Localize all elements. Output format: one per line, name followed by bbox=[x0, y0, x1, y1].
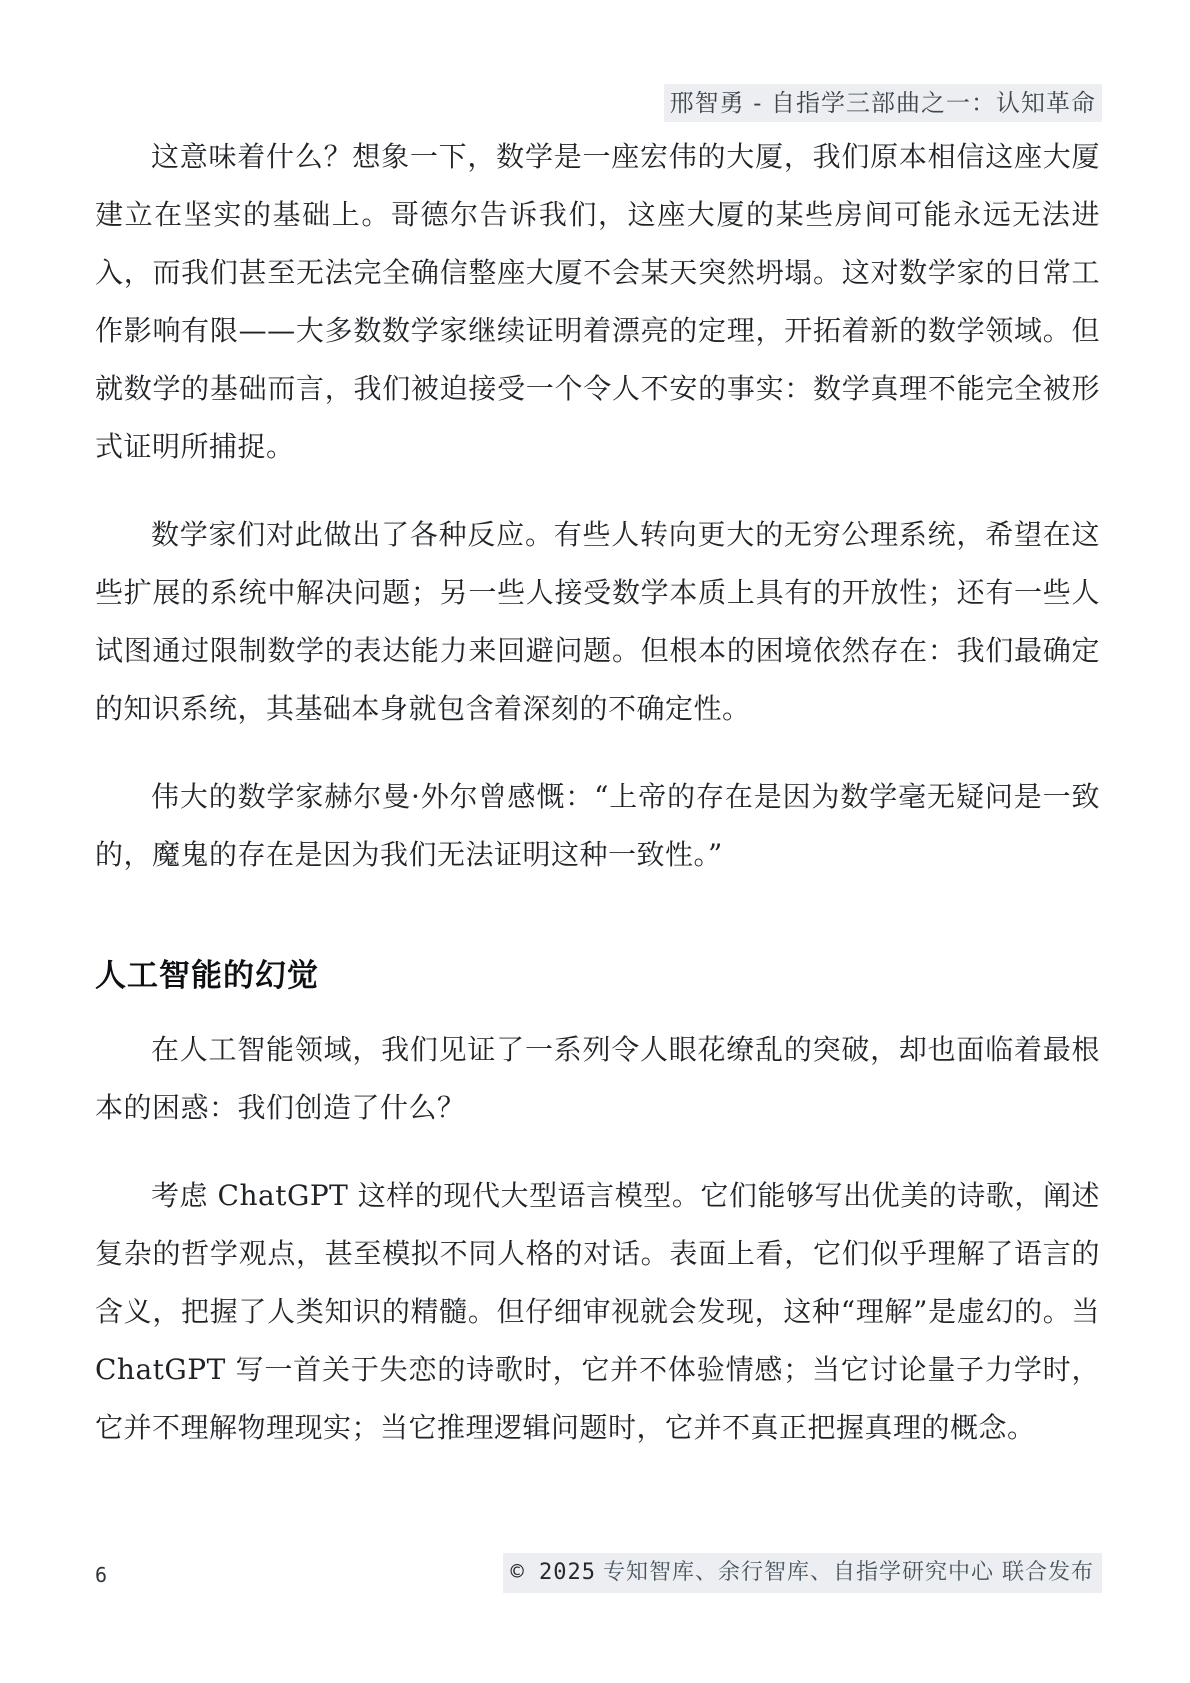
page-header bbox=[95, 84, 1102, 122]
page-footer bbox=[95, 1553, 1102, 1593]
page-number: 6 bbox=[95, 1563, 108, 1587]
header-title: 邢智勇 - 自指学三部曲之一：认知革命 bbox=[664, 84, 1102, 122]
copyright-year: © 2025 bbox=[510, 1560, 596, 1585]
copyright-spacer bbox=[596, 1560, 603, 1585]
content-area bbox=[95, 128, 1100, 1487]
paragraph-godel-implications: 这意味着什么？想象一下，数学是一座宏伟的大厦，我们原本相信这座大厦建立在坚实的基础上。哥德尔告诉我们，这座大厦的某些房间可能永远无法进入，而我们甚至无法完全确信整座大厦不会某天突然坍塌。这对数学家的日常工作影响有限——大多数数学家继续证明着漂亮的定理，开拓着新的数学领域。但就数学的基础而言，我们被迫接受一个令人不安的事实：数学真理不能完全被形式证明所捕捉。 bbox=[95, 140, 1100, 463]
paragraph-weyl-quote: 伟大的数学家赫尔曼·外尔曾感慨：“上帝的存在是因为数学毫无疑问是一致的，魔鬼的存在是因为我们无法证明这种一致性。” bbox=[95, 780, 1100, 871]
copyright-badge bbox=[503, 1553, 1102, 1593]
copyright-organizations: 专知智库、余行智库、自指学研究中心 联合发布 bbox=[603, 1560, 1094, 1585]
paragraph-chatgpt-understanding: 考虑 ChatGPT 这样的现代大型语言模型。它们能够写出优美的诗歌，阐述复杂的哲学观点，甚至模拟不同人格的对话。表面上看，它们似乎理解了语言的含义，把握了人类知识的精髓。但仔细审视就会发现，这种“理解”是虚幻的。当 ChatGPT 写一首关于失恋的诗歌时，它并不体验情感；当它讨论量子力学时，它并不理解物理现实；当它推理逻辑问题时，它并不真正把握真理的概念。 bbox=[95, 1179, 1100, 1444]
paragraph-mathematicians-reactions: 数学家们对此做出了各种反应。有些人转向更大的无穷公理系统，希望在这些扩展的系统中解决问题；另一些人接受数学本质上具有的开放性；还有一些人试图通过限制数学的表达能力来回避问题。但根本的困境依然存在：我们最确定的知识系统，其基础本身就包含着深刻的不确定性。 bbox=[95, 518, 1100, 725]
paragraph-ai-confusion: 在人工智能领域，我们见证了一系列令人眼花缭乱的突破，却也面临着最根本的困惑：我们创造了什么？ bbox=[95, 1033, 1100, 1124]
section-heading-ai-illusion: 人工智能的幻觉 bbox=[95, 958, 319, 994]
